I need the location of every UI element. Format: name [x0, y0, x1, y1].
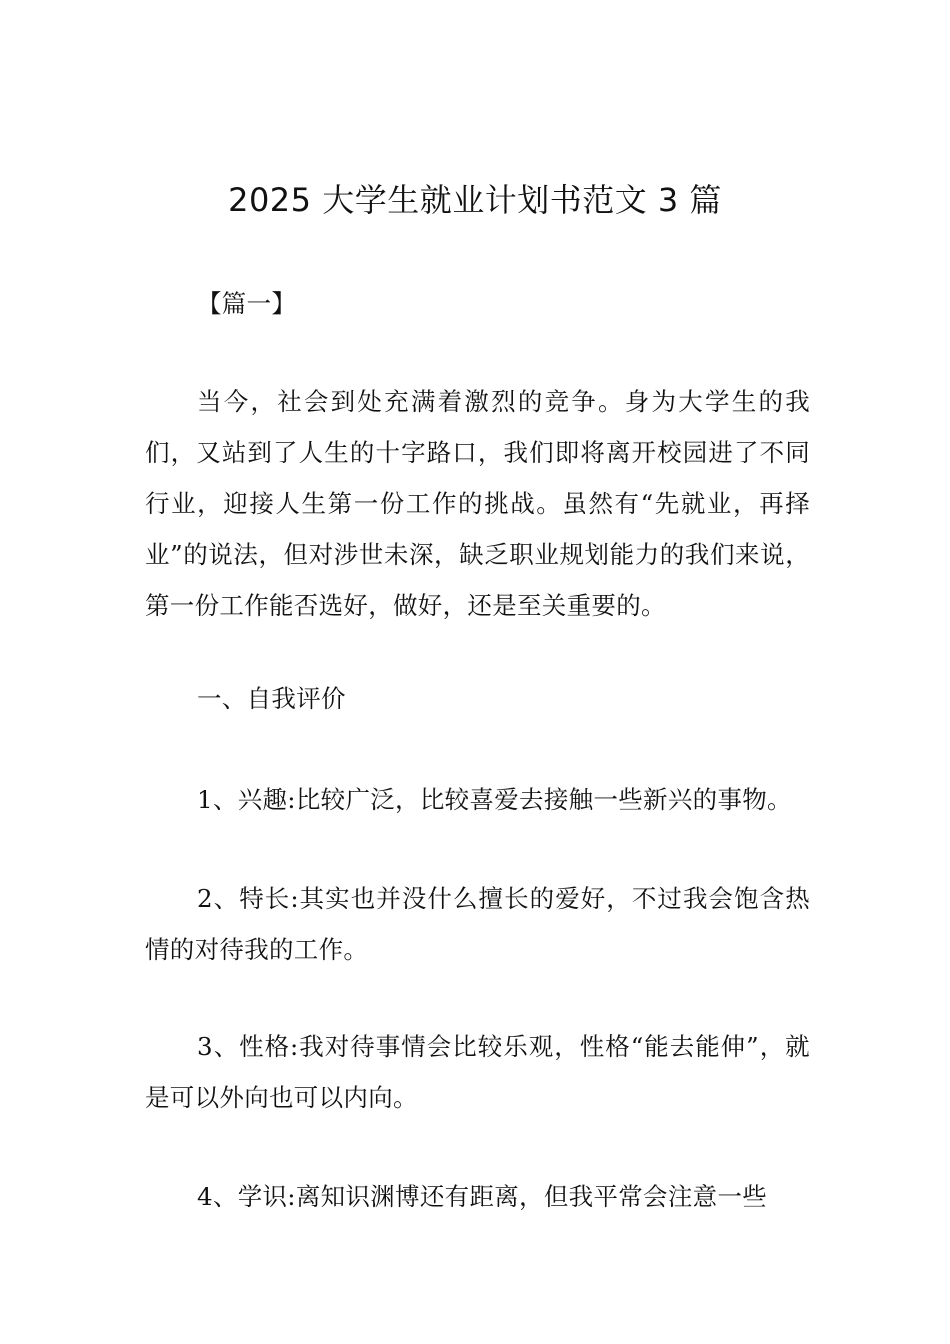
item-knowledge: 4、学识:离知识渊博还有距离，但我平常会注意一些: [197, 1182, 768, 1211]
item-specialty: 2、特长:其实也并没什么擅长的爱好，不过我会饱含热情的对待我的工作。: [145, 884, 810, 964]
document-title: 2025 大学生就业计划书范文 3 篇: [228, 181, 722, 219]
section-heading-self-evaluation: 一、自我评价: [197, 684, 346, 713]
section-label: 【篇一】: [197, 289, 297, 318]
intro-paragraph: 当今，社会到处充满着激烈的竞争。身为大学生的我们，又站到了人生的十字路口，我们即将离开校园进了不同行业，迎接人生第一份工作的挑战。虽然有“先就业，再择业”的说法，但对涉世未深，缺乏职业规划能力的我们来说，第一份工作能否选好，做好，还是至关重要的。: [145, 387, 810, 620]
item-personality: 3、性格:我对待事情会比较乐观，性格“能去能伸”，就是可以外向也可以内向。: [145, 1032, 810, 1112]
item-interest: 1、兴趣:比较广泛，比较喜爱去接触一些新兴的事物。: [197, 785, 792, 814]
